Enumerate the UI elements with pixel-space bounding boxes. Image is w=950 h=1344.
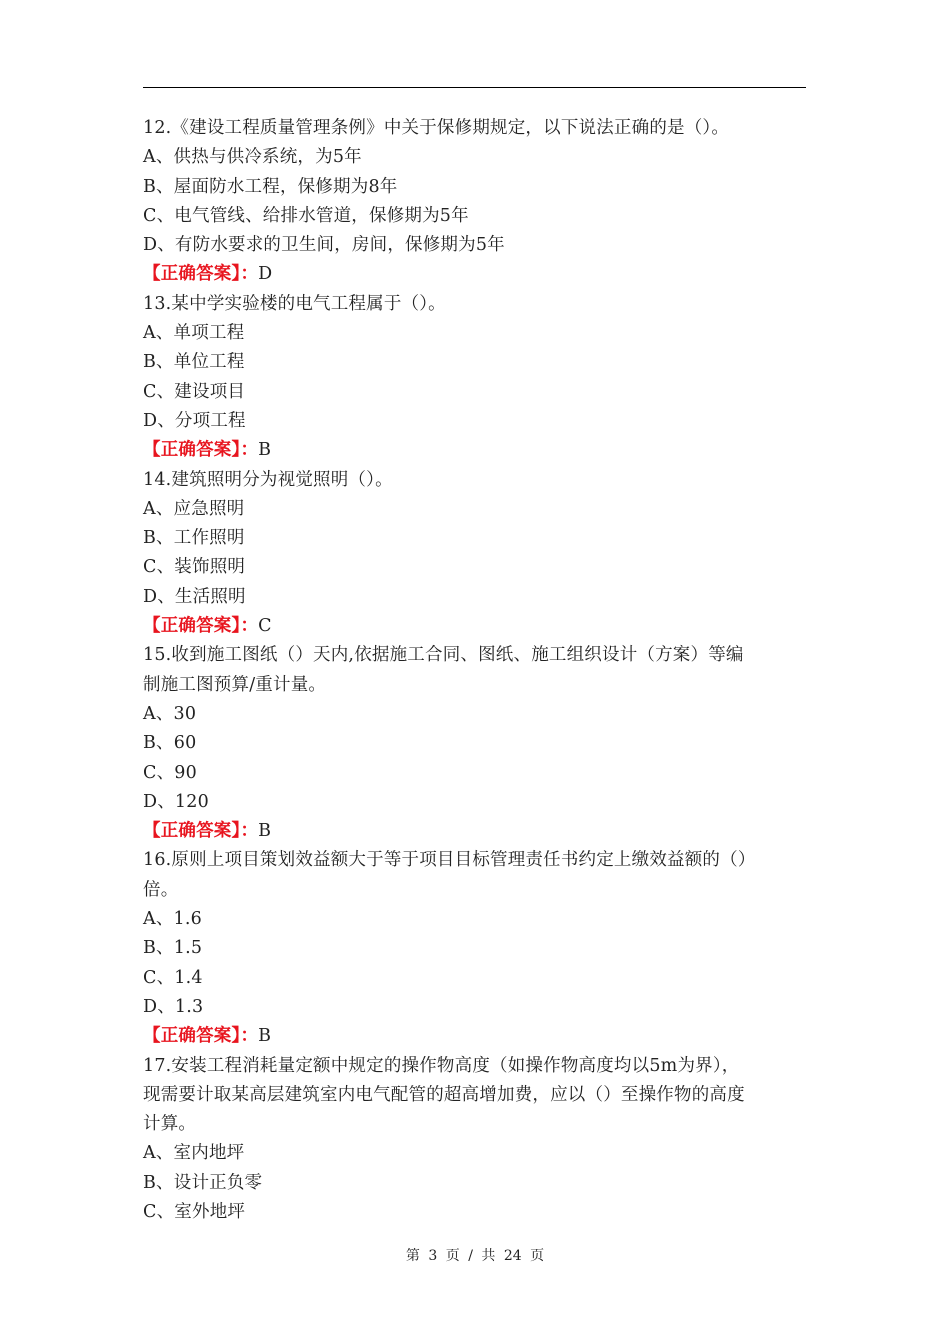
question-14-option-d: D、生活照明: [143, 586, 246, 607]
answer-value: B: [258, 821, 272, 842]
page-footer: [0, 1245, 950, 1265]
answer-value: C: [258, 616, 272, 637]
answer-label: 【正确答案】：: [143, 821, 259, 842]
question-14-answer: [143, 612, 806, 641]
question-15-option-b: B、60: [143, 733, 197, 754]
question-17-stem-line-2: 现需要计取某高层建筑室内电气配管的超高增加费，应以（）至操作物的高度: [143, 1084, 745, 1105]
question-15-stem-line-1: 15.收到施工图纸（）天内,依据施工合同、图纸、施工组织设计（方案）等编: [143, 645, 744, 666]
question-15-answer: [143, 817, 806, 846]
footer-separator: /: [468, 1248, 473, 1264]
footer-page-number: 3: [428, 1248, 438, 1264]
question-14-option-a: A、应急照明: [143, 498, 245, 519]
question-12-option-a: A、供热与供冷系统，为5年: [143, 147, 362, 168]
footer-prefix: 第: [405, 1248, 420, 1264]
question-15-stem-line-2: 制施工图预算/重计量。: [143, 674, 327, 695]
footer-total-unit: 页: [530, 1248, 545, 1264]
question-15-option-a: A、30: [143, 703, 197, 724]
question-17-option-b: B、设计正负零: [143, 1172, 263, 1193]
question-16-stem-line-2: 倍。: [143, 879, 179, 900]
question-12-answer: [143, 260, 806, 289]
question-16-answer: [143, 1022, 806, 1051]
question-16-option-a: A、1.6: [143, 909, 202, 930]
question-14-option-b: B、工作照明: [143, 528, 245, 549]
answer-label: 【正确答案】：: [143, 440, 259, 461]
answer-label: 【正确答案】：: [143, 1026, 259, 1047]
question-13-option-c: C、建设项目: [143, 381, 246, 402]
header-rule: [143, 87, 806, 88]
question-12-stem: 12.《建设工程质量管理条例》中关于保修期规定，以下说法正确的是（）。: [143, 118, 730, 138]
answer-label: 【正确答案】：: [143, 264, 259, 285]
question-17-option-c: C、室外地坪: [143, 1201, 246, 1222]
question-13-stem: 13.某中学实验楼的电气工程属于（）。: [143, 293, 446, 314]
answer-value: B: [258, 440, 272, 461]
question-13-option-d: D、分项工程: [143, 410, 246, 431]
question-14-stem: 14.建筑照明分为视觉照明（）。: [143, 469, 393, 490]
answer-value: D: [258, 264, 273, 285]
question-12-option-b: B、屋面防水工程，保修期为8年: [143, 176, 398, 197]
question-17-stem-line-1: 17.安装工程消耗量定额中规定的操作物高度（如操作物高度均以5m为界），: [143, 1055, 740, 1076]
question-list: [143, 114, 806, 1227]
question-15-option-d: D、120: [143, 791, 209, 812]
question-17-option-a: A、室内地坪: [143, 1143, 245, 1164]
question-12-option-d: D、有防水要求的卫生间，房间，保修期为5年: [143, 235, 505, 256]
footer-total-prefix: 共: [481, 1248, 496, 1264]
question-16-option-b: B、1.5: [143, 938, 203, 959]
footer-page-unit: 页: [445, 1248, 460, 1264]
answer-value: B: [258, 1026, 272, 1047]
question-16-stem-line-1: 16.原则上项目策划效益额大于等于项目目标管理责任书约定上缴效益额的（）: [143, 850, 756, 871]
question-14-option-c: C、装饰照明: [143, 557, 246, 578]
footer-total-pages: 24: [503, 1248, 522, 1264]
question-13-answer: [143, 436, 806, 465]
question-13-option-b: B、单位工程: [143, 352, 245, 373]
question-13-option-a: A、单项工程: [143, 323, 245, 344]
question-16-option-d: D、1.3: [143, 996, 204, 1017]
question-16-option-c: C、1.4: [143, 967, 203, 988]
question-15-option-c: C、90: [143, 762, 197, 783]
answer-label: 【正确答案】：: [143, 616, 259, 637]
question-12-option-c: C、电气管线、给排水管道，保修期为5年: [143, 205, 469, 226]
question-17-stem-line-3: 计算。: [143, 1114, 197, 1135]
